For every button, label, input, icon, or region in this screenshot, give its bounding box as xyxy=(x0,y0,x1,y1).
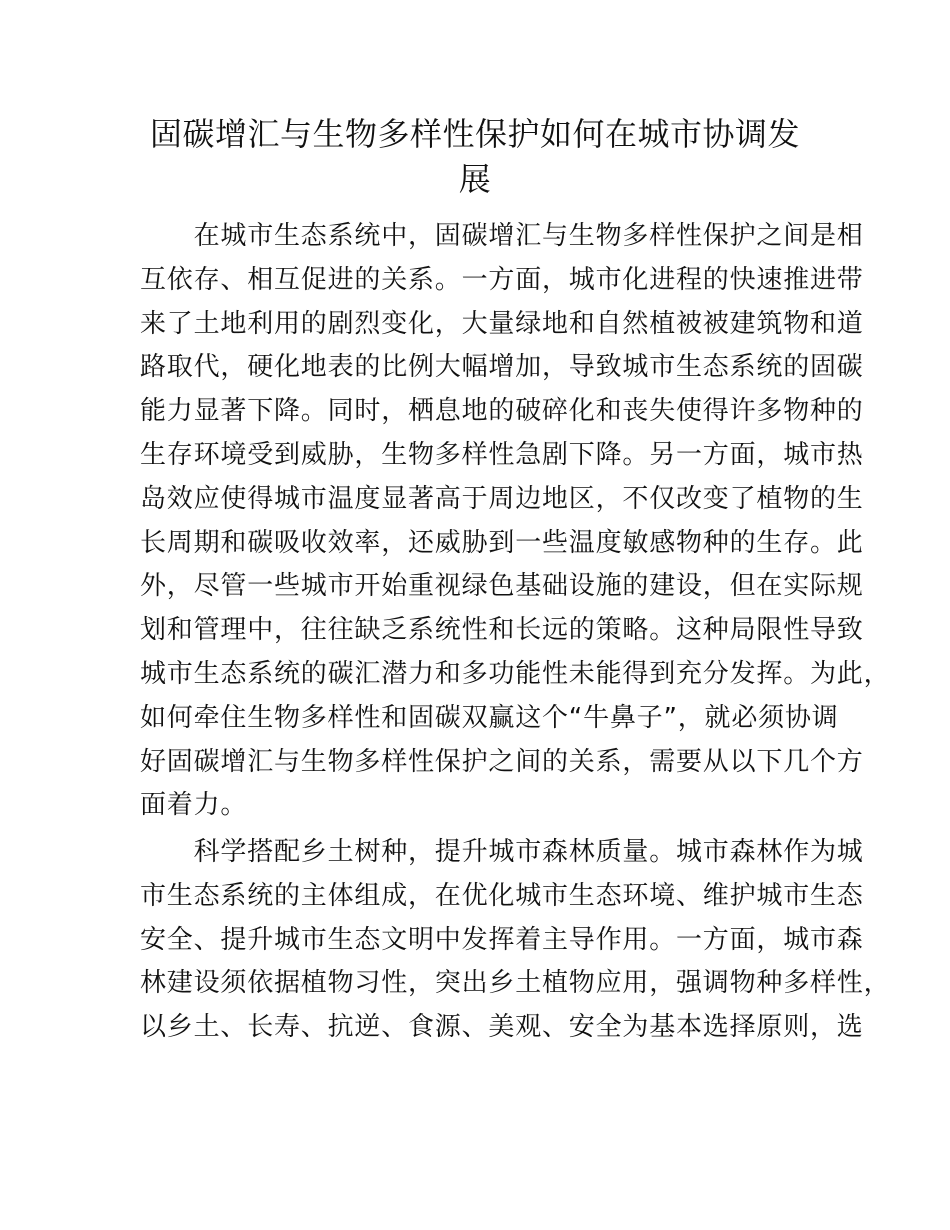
text-line: 如何牵住生物多样性和固碳双赢这个“牛鼻子”，就必须协调 xyxy=(140,702,839,733)
paragraph-1 xyxy=(140,215,891,828)
text-line: 路取代，硬化地表的比例大幅增加，导致城市生态系统的固碳 xyxy=(140,352,864,383)
text-line: 生存环境受到威胁，生物多样性急剧下降。另一方面，城市热 xyxy=(140,439,864,470)
text-line: 市生态系统的主体组成，在优化城市生态环境、维护城市生态 xyxy=(140,880,864,911)
title-line: 展 xyxy=(458,160,492,198)
text-line: 面着力。 xyxy=(140,790,248,821)
document-title xyxy=(0,112,950,202)
text-line: 以乡土、长寿、抗逆、食源、美观、安全为基本选择原则，选 xyxy=(140,1012,864,1043)
text-line: 来了土地利用的剧烈变化，大量绿地和自然植被被建筑物和道 xyxy=(140,308,864,339)
text-line: 安全、提升城市生态文明中发挥着主导作用。一方面，城市森 xyxy=(140,924,864,955)
text-line: 互依存、相互促进的关系。一方面，城市化进程的快速推进带 xyxy=(140,264,864,295)
text-line: 好固碳增汇与生物多样性保护之间的关系，需要从以下几个方 xyxy=(140,746,864,777)
text-line: 城市生态系统的碳汇潜力和多功能性未能得到充分发挥。为此， xyxy=(140,658,891,689)
text-line: 林建设须依据植物习性，突出乡土植物应用，强调物种多样性， xyxy=(140,968,891,999)
text-line: 划和管理中，往往缺乏系统性和长远的策略。这种局限性导致 xyxy=(140,615,864,646)
title-line: 固碳增汇与生物多样性保护如何在城市协调发 xyxy=(149,115,800,153)
text-line: 外，尽管一些城市开始重视绿色基础设施的建设，但在实际规 xyxy=(140,571,864,602)
paragraph-2 xyxy=(140,831,891,1050)
text-line: 岛效应使得城市温度显著高于周边地区，不仅改变了植物的生 xyxy=(140,483,864,514)
text-line: 在城市生态系统中，固碳增汇与生物多样性保护之间是相 xyxy=(140,221,864,251)
text-line: 科学搭配乡土树种，提升城市森林质量。城市森林作为城 xyxy=(140,837,864,867)
text-line: 能力显著下降。同时，栖息地的破碎化和丧失使得许多物种的 xyxy=(140,396,864,427)
text-line: 长周期和碳吸收效率，还威胁到一些温度敏感物种的生存。此 xyxy=(140,527,864,558)
